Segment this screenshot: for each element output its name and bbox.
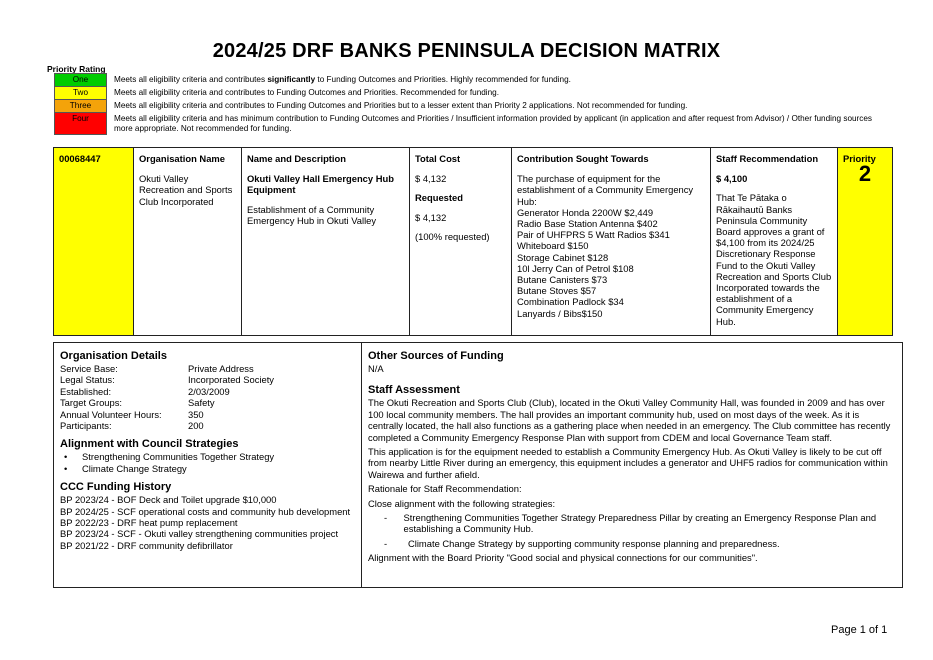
organisation-cell — [134, 148, 242, 335]
priority-four-swatch: Four — [55, 113, 107, 135]
close-alignment-text: Close alignment with the following strategies: — [368, 497, 556, 509]
funding-history-item: BP 2023/24 - BOF Deck and Toilet upgrade $10,000 — [60, 494, 277, 506]
details-section — [53, 342, 903, 588]
other-funding-heading: Other Sources of Funding — [368, 350, 504, 362]
description-header: Name and Description — [247, 153, 346, 164]
bullet-icon: • — [64, 462, 68, 474]
contribution-intro: The purchase of equipment for the establishment of a Community Emergency Hub: — [517, 173, 694, 207]
alignment-item: • Strengthening Communities Together Strategy — [64, 451, 275, 463]
requested-value: $ 4,132 — [415, 211, 447, 223]
contribution-item: Combination Padlock $34 — [517, 296, 624, 308]
assessment-panel — [362, 343, 902, 587]
detail-row: Legal Status: Incorporated Society — [60, 374, 274, 386]
funding-history-heading: CCC Funding History — [60, 481, 172, 494]
legend-row-four — [55, 113, 884, 135]
contribution-item: Generator Honda 2200W $2,449 — [517, 206, 654, 218]
priority-header: Priority — [843, 153, 876, 164]
cost-cell — [410, 148, 512, 335]
contribution-item: Butane Stoves $57 — [517, 285, 597, 297]
staff-recommendation-amount: $ 4,100 — [716, 173, 748, 185]
priority-three-swatch: Three — [55, 100, 107, 113]
project-description: Establishment of a Community Emergency Hub in Okuti Valley — [247, 203, 377, 226]
priority-two-desc: Meets all eligibility criteria and contributes to Funding Outcomes and Priorities. Recommended for funding. — [114, 87, 500, 97]
funding-history-item: BP 2024/25 - SCF operational costs and community hub development — [60, 505, 351, 517]
staff-recommendation-header: Staff Recommendation — [716, 153, 819, 164]
staff-recommendation-cell — [711, 148, 838, 335]
page-number: Page 1 of 1 — [831, 624, 888, 636]
total-cost-value: $ 4,132 — [415, 173, 447, 185]
page-title: 2024/25 DRF BANKS PENINSULA DECISION MATRIX — [212, 40, 721, 62]
bullet-icon: • — [64, 451, 68, 463]
detail-row: Established: 2/03/2009 — [60, 385, 230, 397]
detail-row: Participants: 200 — [60, 420, 204, 432]
legend-row-three — [55, 100, 884, 113]
legend-row-two — [55, 87, 884, 100]
detail-row: Annual Volunteer Hours: 350 — [60, 408, 204, 420]
detail-row: Service Base: Private Address — [60, 363, 254, 374]
priority-two-swatch: Two — [55, 87, 107, 100]
requested-percent: (100% requested) — [415, 230, 490, 242]
priority-value: 2 — [858, 161, 872, 187]
assessment-paragraph: The Okuti Recreation and Sports Club (Club), located in the Okuti Valley Community Hall, was founded in 2009 and has over 100 local community members. The hall provides an important community hub, used on most days of the week. As it is centrally located, the hall also functions as a gathering place when needed in an emergency. The Club committee has recently completed a Community Emergency Response Plan with support from CDEM and local Governance Team staff. — [368, 397, 891, 443]
total-cost-header: Total Cost — [415, 153, 461, 164]
priority-cell — [838, 148, 892, 335]
funding-history-item: BP 2021/22 - DRF community defibrillator — [60, 539, 233, 551]
contribution-item: 10l Jerry Can of Petrol $108 — [517, 262, 634, 274]
organisation-details-heading: Organisation Details — [60, 350, 167, 362]
contribution-item: Storage Cabinet $128 — [517, 251, 609, 263]
strategy-point: - Climate Change Strategy by supporting community response planning and preparedness. — [384, 537, 780, 549]
priority-rating-label: Priority Rating — [47, 64, 106, 74]
requested-label: Requested — [415, 192, 463, 204]
staff-recommendation-text: That Te Pātaka o Rākaihautū Banks Peninsula Community Board approves a grant of $4,100 from its 2024/25 Discretionary Response Fund to the Okuti Valley Recreation and Sports Club Incorporated towards the establishment of a Community Emergency Hub. — [716, 192, 832, 327]
application-id: 00068447 — [59, 153, 101, 164]
organisation-details-panel — [54, 343, 362, 587]
description-cell — [242, 148, 410, 335]
alignment-heading: Alignment with Council Strategies — [60, 438, 239, 451]
alignment-item: • Climate Change Strategy — [64, 462, 187, 474]
contribution-item: Pair of UHFPRS 5 Watt Radios $341 — [517, 229, 670, 241]
priority-legend — [54, 73, 884, 135]
legend-row-one — [55, 74, 884, 87]
decision-matrix-row — [53, 147, 893, 336]
assessment-paragraph: This application is for the equipment needed to establish a Community Emergency Hub. As Okuti Valley is likely to be cut off from nearby Little River during an emergency, this equipment includes a generator and UHF5 radios for communication within Wairewa and further afield. — [368, 446, 888, 480]
contribution-cell — [512, 148, 711, 335]
contribution-item: Radio Base Station Antenna $402 — [517, 218, 658, 230]
contribution-item: Lanyards / Bibs$150 — [517, 307, 603, 319]
funding-history-item: BP 2022/23 - DRF heat pump replacement — [60, 517, 238, 529]
board-priority-text: Alignment with the Board Priority "Good social and physical connections for our communities". — [368, 552, 758, 564]
organisation-header: Organisation Name — [139, 153, 225, 164]
priority-one-swatch: One — [55, 74, 107, 87]
contribution-item: Whiteboard $150 — [517, 240, 589, 252]
staff-assessment-heading: Staff Assessment — [368, 384, 460, 397]
other-funding-value: N/A — [368, 363, 384, 374]
organisation-name: Okuti Valley Recreation and Sports Club Incorporated — [139, 173, 233, 207]
funding-history-item: BP 2023/24 - SCF - Okuti valley strengthening communities project — [60, 528, 339, 540]
project-name: Okuti Valley Hall Emergency Hub Equipment — [247, 173, 394, 196]
strategy-point: - Strengthening Communities Together Strategy Preparedness Pillar by creating an Emergency Response Plan and establishing a Community Hub. — [384, 512, 877, 535]
priority-one-desc: Meets all eligibility criteria and contributes significantly to Funding Outcomes and Priorities. Highly recommended for funding. — [114, 74, 571, 84]
contribution-header: Contribution Sought Towards — [517, 153, 649, 164]
application-id-cell — [54, 148, 134, 335]
rationale-label: Rationale for Staff Recommendation: — [368, 483, 522, 495]
priority-three-desc: Meets all eligibility criteria and contributes to Funding Outcomes and Priorities but to a lesser extent than Priority 2 applications. Not recommended for funding. — [114, 100, 688, 110]
contribution-item: Butane Canisters $73 — [517, 274, 608, 286]
detail-row: Target Groups: Safety — [60, 397, 215, 409]
priority-four-desc: Meets all eligibility criteria and has minimum contribution to Funding Outcomes and Priorities / Insufficient information provided by applicant (in application and after request from Advisor) / Other funding sources more appropriate. Not recommended for funding. — [114, 113, 873, 133]
